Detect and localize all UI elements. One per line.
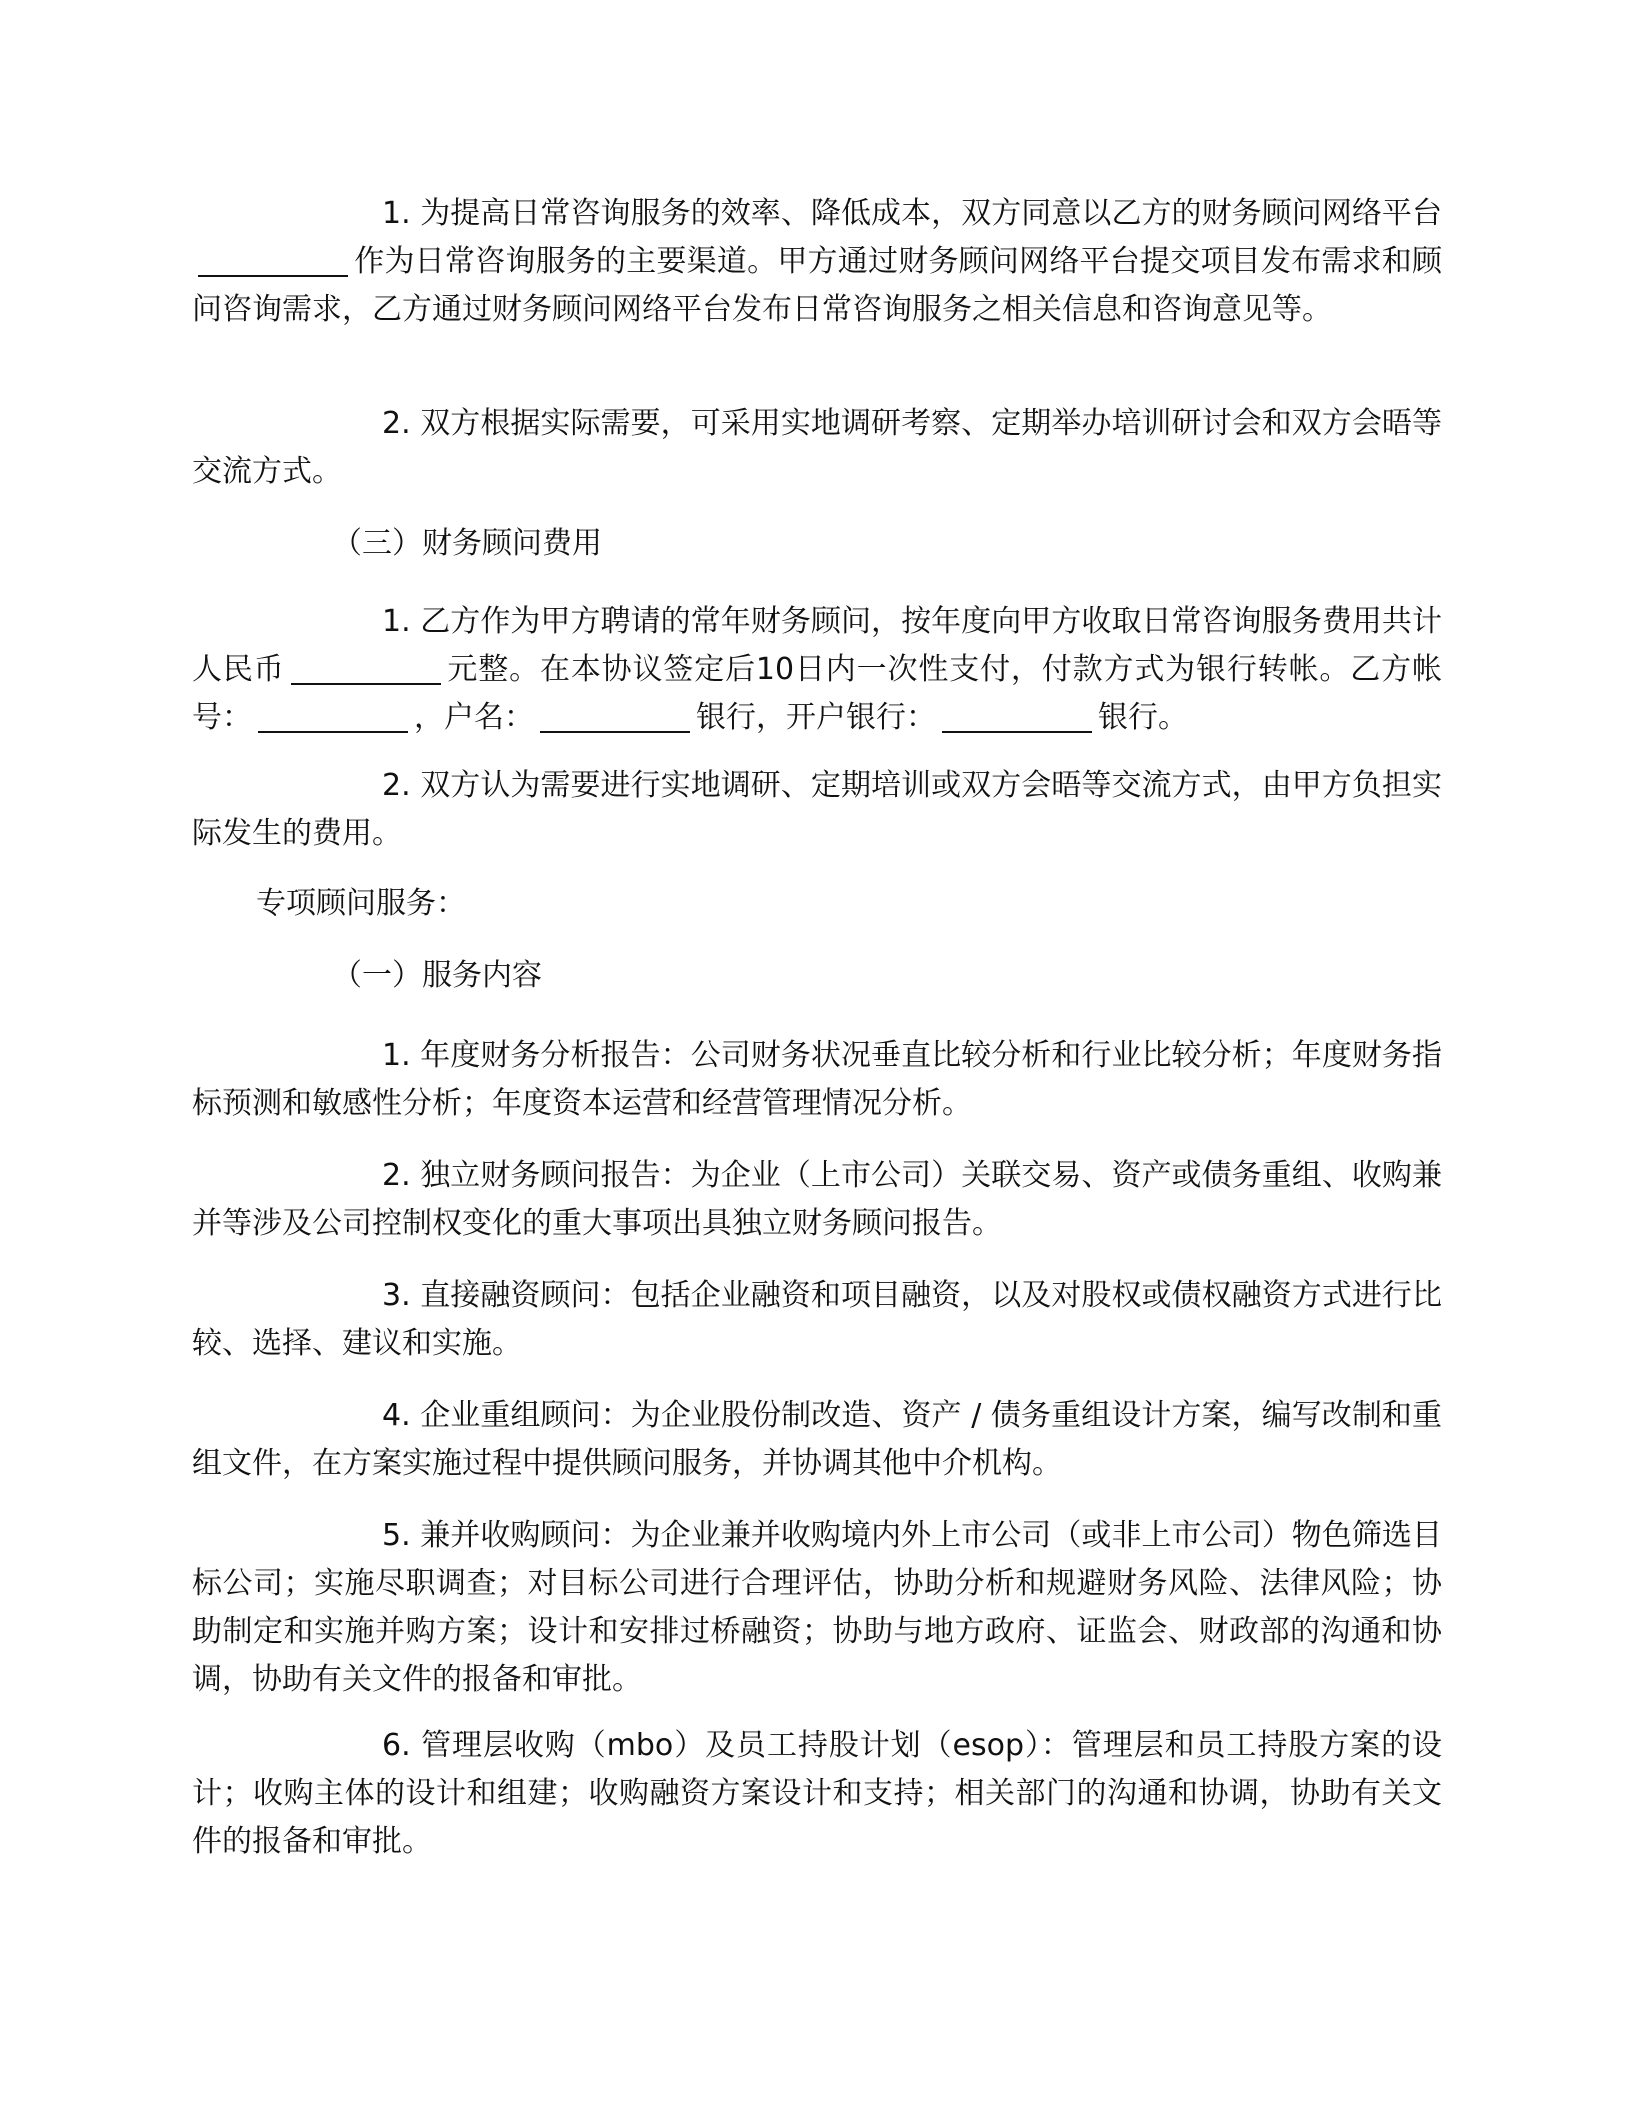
paragraph-text: 作为日常咨询服务的主要渠道。甲方通过财务顾问网络平台提交项目发布需求和顾问咨询需求，乙方通过财务顾问网络平台发布日常咨询服务之相关信息和咨询意见等。 bbox=[192, 244, 1442, 327]
paragraph-text: ，户名： bbox=[414, 700, 534, 735]
paragraph-text: 1. 为提高日常咨询服务的效率、降低成本，双方同意以乙方的财务顾问网络平台 bbox=[382, 196, 1442, 231]
section-heading-fees: （三）财务顾问费用 bbox=[332, 526, 602, 561]
blank-line bbox=[942, 697, 1092, 733]
service-item-restructuring: 4. 企业重组顾问：为企业股份制改造、资产 / 债务重组设计方案，编写改制和重组文件，在方案实施过程中提供顾问服务，并协调其他中介机构。 bbox=[192, 1398, 1442, 1481]
paragraph-fee-payment bbox=[192, 598, 1442, 742]
paragraph-expense-burden: 2. 双方认为需要进行实地调研、定期培训或双方会晤等交流方式，由甲方负担实际发生的费用。 bbox=[192, 768, 1442, 851]
service-item-mergers-acquisitions: 5. 兼并收购顾问：为企业兼并收购境内外上市公司（或非上市公司）物色筛选目标公司；实施尽职调查；对目标公司进行合理评估，协助分析和规避财务风险、法律风险；协助制定和实施并购方案；设计和安排过桥融资；协助与地方政府、证监会、财政部的沟通和协调，协助有关文件的报备和审批。 bbox=[192, 1518, 1442, 1697]
service-item-independent-report: 2. 独立财务顾问报告：为企业（上市公司）关联交易、资产或债务重组、收购兼并等涉及公司控制权变化的重大事项出具独立财务顾问报告。 bbox=[192, 1158, 1442, 1241]
blank-line bbox=[540, 697, 690, 733]
paragraph-exchange-methods: 2. 双方根据实际需要，可采用实地调研考察、定期举办培训研讨会和双方会晤等交流方式。 bbox=[192, 406, 1442, 489]
section-heading-special-services: 专项顾问服务： bbox=[256, 886, 466, 921]
service-item-annual-analysis: 1. 年度财务分析报告：公司财务状况垂直比较分析和行业比较分析；年度财务指标预测和敏感性分析；年度资本运营和经营管理情况分析。 bbox=[192, 1038, 1442, 1121]
service-item-mbo-esop: 6. 管理层收购（mbo）及员工持股计划（esop）：管理层和员工持股方案的设计；收购主体的设计和组建；收购融资方案设计和支持；相关部门的沟通和协调，协助有关文件的报备和审批。 bbox=[192, 1728, 1442, 1859]
blank-line bbox=[291, 649, 441, 685]
blank-line bbox=[258, 697, 408, 733]
service-item-direct-financing: 3. 直接融资顾问：包括企业融资和项目融资，以及对股权或债权融资方式进行比较、选择、建议和实施。 bbox=[192, 1278, 1442, 1361]
blank-line bbox=[198, 241, 348, 277]
paragraph-text: 银行，开户银行： bbox=[696, 700, 936, 735]
paragraph-text: 元整。在本协议签定后10日内一次性支付，付款方式为银行转帐。乙方帐号： bbox=[192, 652, 1442, 735]
section-heading-service-content: （一）服务内容 bbox=[332, 958, 542, 993]
paragraph-text: 1. 乙方作为甲方聘请的常年财务顾问，按年度向甲方收取日常咨询服务费用共计人民币 bbox=[192, 604, 1442, 687]
paragraph-text: 银行。 bbox=[1098, 700, 1188, 735]
paragraph-network-platform bbox=[192, 190, 1442, 334]
